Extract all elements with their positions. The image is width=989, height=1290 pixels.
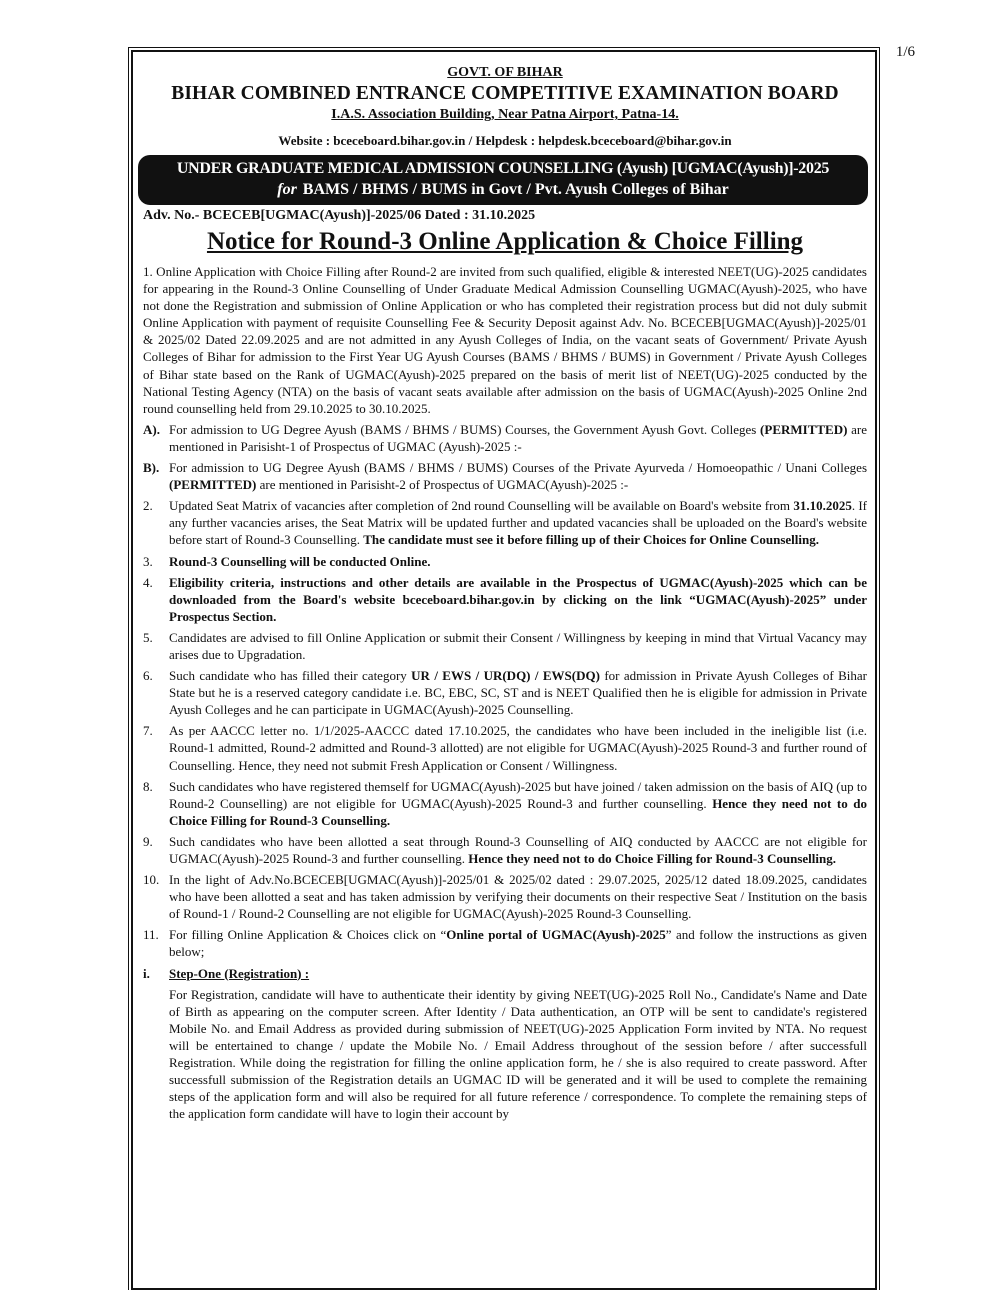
item-bold: Eligibility criteria, instructions and other details are available in the Prospectus of UGMAC(Ayush)-2025 which can be downloaded from the Board's website bceceboard.bihar.gov.in by clicking on the link “UGMAC(Ayush)-2025” under Prospectus Section. (169, 574, 867, 624)
item-b (143, 459, 867, 493)
item-text: For filling Online Application & Choices click on “ (169, 927, 447, 943)
item-text: For admission to UG Degree Ayush (BAMS / BHMS / BUMS) Courses of the Private Ayurveda / Homoeopathic / Unani Colleges (169, 460, 867, 476)
step-one-text: For Registration, candidate will have to authenticate their identity by giving NEET(UG)-2025 Roll No., Candidate's Name and Date of Birth as appearing on the computer screen. After Identity / Data authentication, an OTP will be sent to candidate's registered Mobile No. and Email Address as provided during submission of NEET(UG)-2025 Application Form invited by NTA. No request will be entertained to change / update the Mobile No. / Email Address throughout of the session before / after successfull Registration. While doing the registration for filling the online application form, he / she is also required to create password. After successfull submission of the Registration details an UGMAC ID will be generated and it will be used to complete the remaining steps of the application form and will also be required for all future reference / correspondence. To complete the remaining steps of the application form candidate will have to login their account by (169, 986, 867, 1122)
item-text: Such candidates who have registered themself for UGMAC(Ayush)-2025 but have joined / taken admission on the basis of AIQ (up to Round-2 Counselling) are not eligible for UGMAC(Ayush)-2025 Round-3 and further counselling. (169, 778, 867, 811)
item-number: 10. (143, 872, 160, 888)
item-number: 3. (143, 553, 153, 569)
banner-line-1: UNDER GRADUATE MEDICAL ADMISSION COUNSELLING (Ayush) [UGMAC(Ayush)]-2025 (176, 160, 830, 177)
item-bold: (PERMITTED) (760, 421, 848, 437)
item-text: For admission to UG Degree Ayush (BAMS / BHMS / BUMS) Courses, the Government Ayush Govt. Colleges (169, 421, 761, 437)
item-number: 7. (143, 723, 153, 739)
item-bold: Hence they need not to do Choice Filling for Round-3 Counselling. (169, 795, 867, 828)
item-number: 9. (143, 833, 153, 849)
item-bold: Round-3 Counselling will be conducted Online. (169, 553, 431, 569)
item-a (143, 421, 867, 455)
item-5 (143, 629, 867, 663)
item-text: In the light of Adv.No.BCECEB[UGMAC(Ayush)]-2025/01 & 2025/02 dated : 29.07.2025, 2025/12 dated 18.09.2025, candidates who have been allotted a seat and has taken admission by verifying their documents on their respective Seat / Institution on the basis of Round-1 / Round-2 Counselling are not eligible for UGMAC(Ayush)-2025 Round-3 Counselling. (169, 872, 867, 922)
item-9 (143, 833, 867, 867)
item-bold: (PERMITTED) (169, 477, 257, 493)
item-10 (143, 871, 867, 922)
item-text: for admission in Private Ayush Colleges of Bihar State but he is a reserved category candidate i.e. BC, EBC, SC, ST and is NEET Qualified then he is eligible for admission in Private Ayush Colleges and he can participate in UGMAC(Ayush)-2025 Counselling. (169, 668, 868, 718)
website-helpdesk: Website : bceceboard.bihar.gov.in / Helpdesk : helpdesk.bceceboard@bihar.gov.in (278, 133, 732, 148)
step-one (143, 965, 867, 1123)
advertisement-number: Adv. No.- BCECEB[UGMAC(Ayush)]-2025/06 Dated : 31.10.2025 (143, 208, 536, 223)
item-2 (143, 497, 867, 548)
item-bold: Hence they need not to do Choice Filling for Round-3 Counselling. (468, 851, 836, 866)
govt-heading: GOVT. OF BIHAR (447, 65, 563, 80)
item-number: 4. (143, 574, 153, 590)
item-text: Such candidates who have been allotted a seat through Round-3 Counselling of AIQ conducted by AACCC are not eligible for UGMAC(Ayush)-2025 Round-3 and further counselling. (169, 833, 867, 866)
item-text: Updated Seat Matrix of vacancies after completion of 2nd round Counselling will be available on Board's website from (169, 498, 794, 514)
step-number: i. (143, 965, 150, 981)
step-one-heading: Step-One (Registration) : (169, 965, 310, 981)
item-text: are mentioned in Parisisht-2 of Prospectus of UGMAC(Ayush)-2025 :- (256, 477, 629, 493)
item-text: are mentioned in Parisisht-1 of Prospectus of UGMAC (Ayush)-2025 :- (169, 421, 867, 454)
notice-title: Notice for Round-3 Online Application & Choice Filling (206, 228, 804, 255)
banner-line-2 (138, 180, 868, 200)
item-number: B). (143, 460, 160, 476)
page-number: 1/6 (895, 44, 915, 60)
item-8 (143, 778, 867, 829)
banner-for: for (277, 181, 297, 198)
item-6 (143, 667, 867, 718)
item-bold: The candidate must see it before filling up of their Choices for Online Counselling. (363, 532, 819, 548)
item-4 (143, 574, 867, 625)
item-7 (143, 722, 867, 773)
item-text: As per AACCC letter no. 1/1/2025-AACCC dated 17.10.2025, the candidates who have been included in the ineligible list (i.e. Round-1 admitted, Round-2 admitted and Round-3 allotted) are not eligible for UGMAC(Ayush)-2025 Round-3 and further round of Counselling. Hence, they need not submit Fresh Application or Consent / Willingness. (169, 723, 867, 773)
item-number: A). (143, 421, 160, 437)
item-bold: UR / EWS / UR(DQ) / EWS(DQ) (411, 668, 600, 684)
counselling-banner (138, 155, 868, 205)
board-name: BIHAR COMBINED ENTRANCE COMPETITIVE EXAMINATION BOARD (171, 83, 839, 104)
item-text: Candidates are advised to fill Online Application or submit their Consent / Willingness by keeping in mind that Virtual Vacancy may arises due to Upgradation. (169, 629, 867, 662)
item-number: 2. (143, 498, 153, 514)
paragraph-1: 1. Online Application with Choice Filling after Round-2 are invited from such qualified, eligible & interested NEET(UG)-2025 candidates for appearing in the Round-3 Online Counselling of Under Graduate Medical Admission Counselling UGMAC(Ayush)-2025, who have not done the Registration and submission of Online Application or who has completed their registration process but did not duly submit Online Application with payment of requisite Counselling Fee & Security Deposit against Adv. No. BCECEB[UGMAC(Ayush)]-2025/01 & 2025/02 Dated 22.09.2025 and are not admitted in any Ayush Colleges of India, on the vacant seats of Government/ Private Ayush Colleges of Bihar for admission to the First Year UG Ayush Courses (BAMS / BHMS / BUMS) in Government / Private Ayush Colleges of Bihar state based on the Rank of UGMAC(Ayush)-2025 prepared on the basis of merit list of NEET(UG)-2025 conducted by the National Testing Agency (NTA) on the basis of vacant seats available after admission on the basis of UGMAC(Ayush)-2025 Online 2nd round counselling held from 29.10.2025 to 30.10.2025. (143, 264, 867, 416)
item-bold: Online portal of UGMAC(Ayush)-2025 (446, 927, 666, 943)
item-11 (143, 926, 867, 960)
item-number: 11. (143, 927, 159, 943)
item-number: 8. (143, 778, 153, 794)
board-address: I.A.S. Association Building, Near Patna Airport, Patna-14. (331, 107, 679, 122)
item-text: ” and follow the instructions as given below; (169, 927, 868, 960)
item-text: . If any further vacancies arises, the Seat Matrix will be updated further and updated vacancies shall be uploaded on the Board's website before start of Round-3 Counselling. (169, 498, 867, 548)
notice-document (143, 64, 867, 1126)
banner-courses: BAMS / BHMS / BUMS in Govt / Pvt. Ayush Colleges of Bihar (302, 181, 729, 198)
item-bold: 31.10.2025 (793, 498, 852, 514)
item-number: 5. (143, 629, 153, 645)
item-text: Such candidate who has filled their category (169, 668, 412, 684)
item-number: 6. (143, 668, 153, 684)
item-3 (143, 553, 867, 570)
